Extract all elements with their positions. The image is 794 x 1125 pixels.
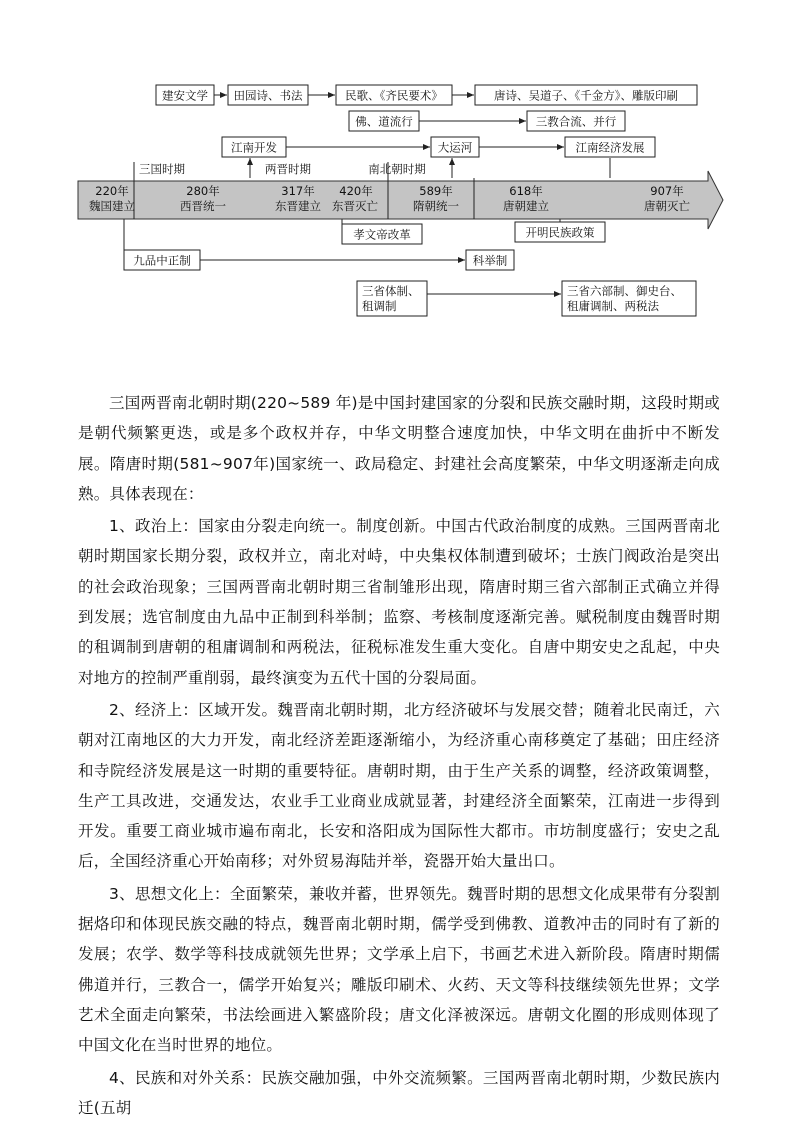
event-year-907: 907年 xyxy=(650,184,684,198)
period-three-kingdoms: 三国时期 xyxy=(139,162,185,176)
event-eastern-jin-fall: 东晋灭亡 xyxy=(332,199,378,213)
culture-tang-poetry: 唐诗、吴道子、《千金方》、雕版印刷 xyxy=(494,88,678,103)
paragraph-intro: 三国两晋南北朝时期(220~589 年)是中国封建国家的分裂和民族交融时期，这段时期或是朝代频繁更迭，或是多个政权并存，中华文明整合速度加快，中华文明在曲折中不断发展。隋唐时期(581~907年)国家统一、政局稳定、封建社会高度繁荣，中华文明逐渐走向成熟。具体表现在： xyxy=(78,394,720,503)
article-body xyxy=(78,388,720,1125)
event-wei-founded: 魏国建立 xyxy=(89,199,135,213)
reform-xiaowen: 孝文帝改革 xyxy=(353,227,411,242)
paragraph-culture: 3、思想文化上：全面繁荣，兼收并蓄，世界领先。魏晋时期的思想文化成果带有分裂割据烙印和体现民族交融的特点，魏晋南北朝时期，儒学受到佛教、道教冲击的同时有了新的发展；农学、数学等科技成就领先世界；文学承上启下，书画艺术进入新阶段。隋唐时期儒佛道并行，三教合一，儒学开始复兴；雕版印刷术、火药、天文等科技继续领先世界；文学艺术全面走向繁荣，书法绘画进入繁盛阶段；唐文化泽被深远。唐朝文化圈的形成则体现了中国文化在当时世界的地位。 xyxy=(78,884,720,1055)
paragraph-ethnic-relations: 4、民族和对外关系：民族交融加强，中外交流频繁。三国两晋南北朝时期，少数民族内迁(五胡 xyxy=(78,1068,720,1117)
event-tang-founded: 唐朝建立 xyxy=(503,199,549,213)
selection-row xyxy=(124,219,514,270)
event-western-jin-unify: 西晋统一 xyxy=(180,199,226,213)
event-tang-fall: 唐朝灭亡 xyxy=(644,199,690,213)
system-imperial-exam: 科举制 xyxy=(472,253,508,268)
system-three-departments-line1: 三省体制、 xyxy=(362,284,420,298)
culture-row xyxy=(156,85,697,105)
religion-row xyxy=(349,111,625,131)
paragraph-politics: 1、政治上：国家由分裂走向统一。制度创新。中国古代政治制度的成熟。三国两晋南北朝时期国家长期分裂，政权并立，南北对峙，中央集权体制遭到破坏；士族门阀政治是突出的社会政治现象；三国两晋南北朝时期三省制雏形出现，隋唐时期三省六部制正式确立并得到发展；选官制度由九品中正制到科举制；监察、考核制度逐渐完善。赋税制度由魏晋时期的租调制到唐朝的租庸调制和两税法，征税标准发生重大变化。自唐中期安史之乱起，中央对地方的控制严重削弱，最终演变为五代十国的分裂局面。 xyxy=(78,517,720,687)
economy-jiangnan-development: 江南开发 xyxy=(231,140,277,155)
event-year-618: 618年 xyxy=(509,184,543,198)
period-southern-northern: 南北朝时期 xyxy=(368,162,426,176)
economy-grand-canal: 大运河 xyxy=(437,140,473,155)
government-row xyxy=(357,281,696,316)
reform-ethnic-policy: 开明民族政策 xyxy=(525,225,595,240)
paragraph-economy: 2、经济上：区域开发。魏晋南北朝时期，北方经济破坏与发展交替；随着北民南迁，六朝对江南地区的大力开发，南北经济差距逐渐缩小，为经济重心南移奠定了基础；田庄经济和寺院经济发展是这一时期的重要特征。唐朝时期，由于生产关系的调整，经济政策调整，生产工具改进，交通发达，农业手工业商业成就显著，封建经济全面繁荣，江南进一步得到开发。重要工商业城市遍布南北，长安和洛阳成为国际性大都市。市坊制度盛行；安史之乱后，全国经济重心开始南移；对外贸易海陆并举，瓷器开始大量出口。 xyxy=(78,700,720,871)
period-jin: 两晋时期 xyxy=(265,162,311,176)
event-year-317: 317年 xyxy=(281,184,315,198)
event-year-589: 589年 xyxy=(419,184,453,198)
religion-three-teachings: 三教合流、并行 xyxy=(535,114,617,129)
history-timeline-diagram xyxy=(0,0,794,360)
system-six-ministries-line1: 三省六部制、御史台、 xyxy=(567,284,682,298)
system-nine-rank: 九品中正制 xyxy=(133,253,191,268)
culture-folk-songs: 民歌、《齐民要术》 xyxy=(345,88,443,103)
culture-pastoral-poetry: 田园诗、书法 xyxy=(233,88,303,103)
event-eastern-jin-founded: 东晋建立 xyxy=(275,199,321,213)
system-six-ministries-line2: 租庸调制、两税法 xyxy=(567,299,659,313)
reform-row xyxy=(342,219,605,244)
event-year-420: 420年 xyxy=(339,184,373,198)
culture-jianan-literature: 建安文学 xyxy=(162,88,208,103)
event-sui-unify: 隋朝统一 xyxy=(413,199,459,213)
religion-buddhism-taoism: 佛、道流行 xyxy=(355,114,413,129)
event-year-280: 280年 xyxy=(186,184,220,198)
economy-jiangnan-growth: 江南经济发展 xyxy=(575,140,645,155)
system-three-departments-line2: 租调制 xyxy=(362,299,397,313)
event-year-220: 220年 xyxy=(95,184,129,198)
period-labels xyxy=(139,162,426,176)
